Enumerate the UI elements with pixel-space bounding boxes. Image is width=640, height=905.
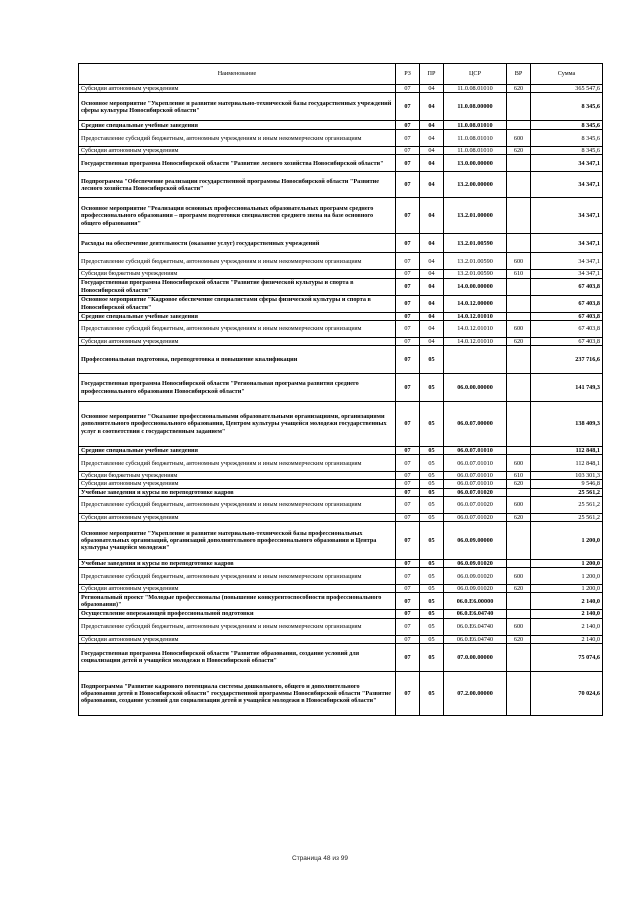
- table-row: [79, 337, 603, 345]
- table-row: [79, 496, 603, 513]
- table-row: [79, 593, 603, 610]
- cell-name: Учебные заведения и курсы по переподготовке кадров: [79, 488, 396, 496]
- cell-sum: 8 345,6: [531, 130, 603, 147]
- cell-name: Государственная программа Новосибирской области "Развитие образования, создание условий для социализации детей и учащейся молодежи в Новосибирской области": [79, 643, 396, 671]
- cell-name: Основное мероприятие "Кадровое обеспечение специалистами сферы физической культуры и спорта в Новосибирской области": [79, 295, 396, 312]
- cell-sum: 365 547,6: [531, 85, 603, 93]
- cell-name: Подпрограмма "Развитие кадрового потенциала системы дошкольного, общего и дополнительного образования детей в Новосибирской области" государственной программы Новосибирской области "Развитие образования, создание условий для социализации детей и учащейся молодежи в Новосибирской области": [79, 671, 396, 715]
- cell-rz: 07: [396, 234, 420, 253]
- cell-csr: 06.0.00.00000: [444, 374, 507, 402]
- cell-vr: [507, 172, 531, 198]
- table-header-row: [79, 64, 603, 85]
- cell-vr: 620: [507, 147, 531, 155]
- cell-vr: [507, 295, 531, 312]
- cell-csr: 06.0.07.01020: [444, 488, 507, 496]
- table-row: [79, 278, 603, 295]
- page-number: Страница 48 из 99: [292, 855, 348, 862]
- cell-vr: 620: [507, 85, 531, 93]
- cell-sum: 67 403,8: [531, 278, 603, 295]
- cell-vr: 610: [507, 270, 531, 278]
- cell-csr: 06.0.E6.04740: [444, 610, 507, 618]
- cell-sum: 112 848,1: [531, 455, 603, 472]
- cell-sum: 237 716,6: [531, 346, 603, 374]
- cell-rz: 07: [396, 198, 420, 234]
- table-row: [79, 130, 603, 147]
- cell-csr: 06.0.09.01020: [444, 568, 507, 585]
- cell-rz: 07: [396, 402, 420, 447]
- table-row: [79, 172, 603, 198]
- cell-rz: 07: [396, 455, 420, 472]
- cell-csr: 11.0.08.00000: [444, 93, 507, 121]
- cell-pr: 05: [420, 496, 444, 513]
- table-row: [79, 488, 603, 496]
- cell-vr: [507, 488, 531, 496]
- cell-pr: 04: [420, 85, 444, 93]
- table-row: [79, 402, 603, 447]
- cell-csr: 06.0.07.01010: [444, 472, 507, 480]
- cell-sum: 34 347,1: [531, 172, 603, 198]
- table-row: [79, 585, 603, 593]
- cell-sum: 1 200,0: [531, 522, 603, 560]
- cell-sum: 70 024,6: [531, 671, 603, 715]
- cell-pr: 05: [420, 374, 444, 402]
- cell-name: Субсидии автономным учреждениям: [79, 635, 396, 643]
- cell-rz: 07: [396, 337, 420, 345]
- cell-name: Государственная программа Новосибирской области "Региональная программа развития среднего профессионального образования Новосибирской области": [79, 374, 396, 402]
- cell-pr: 04: [420, 198, 444, 234]
- cell-rz: 07: [396, 447, 420, 455]
- cell-vr: 600: [507, 618, 531, 635]
- table-row: [79, 618, 603, 635]
- cell-sum: 9 546,8: [531, 480, 603, 488]
- cell-name: Профессиональная подготовка, переподготовка и повышение квалификации: [79, 346, 396, 374]
- cell-vr: [507, 312, 531, 320]
- column-header-rz: РЗ: [396, 64, 420, 85]
- cell-name: Субсидии автономным учреждениям: [79, 480, 396, 488]
- cell-csr: 11.0.08.01010: [444, 85, 507, 93]
- cell-pr: 05: [420, 560, 444, 568]
- cell-sum: 2 140,0: [531, 635, 603, 643]
- cell-sum: 25 561,2: [531, 513, 603, 521]
- cell-rz: 07: [396, 585, 420, 593]
- cell-name: Субсидии автономным учреждениям: [79, 513, 396, 521]
- cell-csr: 11.0.08.01010: [444, 121, 507, 130]
- cell-pr: 04: [420, 337, 444, 345]
- table-row: [79, 635, 603, 643]
- cell-sum: 67 403,8: [531, 337, 603, 345]
- cell-pr: 05: [420, 513, 444, 521]
- table-row: [79, 295, 603, 312]
- cell-pr: 04: [420, 172, 444, 198]
- cell-csr: 14.0.12.01010: [444, 312, 507, 320]
- cell-vr: 610: [507, 472, 531, 480]
- cell-name: Субсидии автономным учреждениям: [79, 585, 396, 593]
- cell-pr: 05: [420, 618, 444, 635]
- cell-csr: 07.2.00.00000: [444, 671, 507, 715]
- cell-sum: 8 345,6: [531, 93, 603, 121]
- cell-sum: 112 848,1: [531, 447, 603, 455]
- cell-pr: 04: [420, 312, 444, 320]
- cell-sum: 141 749,3: [531, 374, 603, 402]
- cell-pr: 05: [420, 488, 444, 496]
- cell-rz: 07: [396, 253, 420, 270]
- cell-vr: 620: [507, 337, 531, 345]
- cell-sum: 25 561,2: [531, 496, 603, 513]
- cell-sum: 2 140,0: [531, 593, 603, 610]
- cell-rz: 07: [396, 312, 420, 320]
- cell-rz: 07: [396, 568, 420, 585]
- cell-pr: 05: [420, 635, 444, 643]
- cell-name: Субсидии автономным учреждениям: [79, 147, 396, 155]
- cell-name: Учебные заведения и курсы по переподготовке кадров: [79, 560, 396, 568]
- cell-sum: 103 301,3: [531, 472, 603, 480]
- cell-sum: 34 347,1: [531, 253, 603, 270]
- table-row: [79, 121, 603, 130]
- column-header-sum: Сумма: [531, 64, 603, 85]
- cell-csr: 06.0.07.01020: [444, 496, 507, 513]
- cell-name: Осуществление опережающей профессиональной подготовки: [79, 610, 396, 618]
- table-row: [79, 568, 603, 585]
- table-row: [79, 320, 603, 337]
- cell-pr: 04: [420, 130, 444, 147]
- cell-rz: 07: [396, 278, 420, 295]
- cell-sum: 138 409,3: [531, 402, 603, 447]
- cell-pr: 04: [420, 234, 444, 253]
- cell-csr: 13.2.01.00590: [444, 270, 507, 278]
- cell-sum: 8 345,6: [531, 147, 603, 155]
- cell-sum: 34 347,1: [531, 155, 603, 172]
- cell-vr: [507, 610, 531, 618]
- cell-rz: 07: [396, 85, 420, 93]
- table-row: [79, 455, 603, 472]
- table-row: [79, 85, 603, 93]
- table-row: [79, 374, 603, 402]
- cell-vr: 600: [507, 320, 531, 337]
- cell-vr: [507, 155, 531, 172]
- cell-name: Основное мероприятие "Укрепление и развитие материально-технической базы профессиональных образовательных организаций, организаций дополнительного профессионального образования и Центра культуры учащейся молодежи": [79, 522, 396, 560]
- cell-csr: 14.0.12.01010: [444, 337, 507, 345]
- cell-name: Субсидии бюджетным учреждениям: [79, 472, 396, 480]
- cell-name: Субсидии автономным учреждениям: [79, 337, 396, 345]
- cell-rz: 07: [396, 593, 420, 610]
- cell-sum: 1 200,0: [531, 560, 603, 568]
- cell-pr: 05: [420, 568, 444, 585]
- table-row: [79, 610, 603, 618]
- cell-vr: [507, 560, 531, 568]
- cell-vr: [507, 643, 531, 671]
- table-row: [79, 198, 603, 234]
- cell-csr: 06.0.09.01020: [444, 585, 507, 593]
- table-row: [79, 155, 603, 172]
- cell-rz: 07: [396, 130, 420, 147]
- table-row: [79, 472, 603, 480]
- cell-sum: 2 140,0: [531, 610, 603, 618]
- cell-rz: 07: [396, 147, 420, 155]
- cell-name: Предоставление субсидий бюджетным, автономным учреждениям и иным некоммерческим организациям: [79, 253, 396, 270]
- cell-csr: 06.0.E6.04740: [444, 618, 507, 635]
- column-header-vr: ВР: [507, 64, 531, 85]
- cell-name: Расходы на обеспечение деятельности (оказание услуг) государственных учреждений: [79, 234, 396, 253]
- cell-csr: 14.0.00.00000: [444, 278, 507, 295]
- cell-vr: 600: [507, 253, 531, 270]
- cell-vr: [507, 593, 531, 610]
- cell-csr: 13.0.00.00000: [444, 155, 507, 172]
- cell-sum: 34 347,1: [531, 198, 603, 234]
- cell-name: Предоставление субсидий бюджетным, автономным учреждениям и иным некоммерческим организациям: [79, 568, 396, 585]
- cell-csr: 06.0.07.01020: [444, 513, 507, 521]
- cell-csr: 13.2.01.00000: [444, 198, 507, 234]
- cell-pr: 04: [420, 93, 444, 121]
- cell-name: Средние специальные учебные заведения: [79, 447, 396, 455]
- cell-vr: 600: [507, 568, 531, 585]
- cell-pr: 05: [420, 593, 444, 610]
- cell-vr: [507, 198, 531, 234]
- cell-sum: 2 140,0: [531, 618, 603, 635]
- cell-pr: 05: [420, 455, 444, 472]
- cell-vr: [507, 402, 531, 447]
- cell-vr: 620: [507, 480, 531, 488]
- cell-rz: 07: [396, 295, 420, 312]
- table-row: [79, 234, 603, 253]
- cell-vr: [507, 374, 531, 402]
- cell-vr: [507, 671, 531, 715]
- cell-pr: 05: [420, 643, 444, 671]
- cell-csr: 06.0.09.00000: [444, 522, 507, 560]
- cell-vr: 620: [507, 635, 531, 643]
- cell-vr: 600: [507, 496, 531, 513]
- cell-vr: [507, 93, 531, 121]
- cell-rz: 07: [396, 635, 420, 643]
- cell-vr: 620: [507, 513, 531, 521]
- table-body: [79, 85, 603, 716]
- table-row: [79, 513, 603, 521]
- cell-name: Предоставление субсидий бюджетным, автономным учреждениям и иным некоммерческим организациям: [79, 320, 396, 337]
- cell-rz: 07: [396, 121, 420, 130]
- cell-sum: 1 200,0: [531, 585, 603, 593]
- table-row: [79, 447, 603, 455]
- cell-name: Субсидии бюджетным учреждениям: [79, 270, 396, 278]
- cell-vr: [507, 234, 531, 253]
- cell-pr: 04: [420, 121, 444, 130]
- column-header-csr: ЦСР: [444, 64, 507, 85]
- cell-sum: 67 403,8: [531, 320, 603, 337]
- cell-vr: [507, 278, 531, 295]
- cell-rz: 07: [396, 480, 420, 488]
- cell-csr: 13.2.01.00590: [444, 253, 507, 270]
- cell-vr: 600: [507, 455, 531, 472]
- cell-csr: 13.2.00.00000: [444, 172, 507, 198]
- cell-rz: 07: [396, 522, 420, 560]
- table-row: [79, 147, 603, 155]
- cell-csr: 06.0.07.01010: [444, 455, 507, 472]
- cell-pr: 04: [420, 278, 444, 295]
- table-row: [79, 522, 603, 560]
- cell-rz: 07: [396, 560, 420, 568]
- cell-name: Средние специальные учебные заведения: [79, 121, 396, 130]
- cell-rz: 07: [396, 93, 420, 121]
- cell-name: Основное мероприятие "Укрепление и развитие материально-технической базы государственных учреждений сферы культуры Новосибирской области": [79, 93, 396, 121]
- cell-csr: 11.0.08.01010: [444, 130, 507, 147]
- cell-sum: 34 347,1: [531, 270, 603, 278]
- column-header-pr: ПР: [420, 64, 444, 85]
- cell-name: Государственная программа Новосибирской области "Развитие физической культуры и спорта в Новосибирской области": [79, 278, 396, 295]
- cell-sum: 25 561,2: [531, 488, 603, 496]
- cell-rz: 07: [396, 671, 420, 715]
- cell-csr: 06.0.07.00000: [444, 402, 507, 447]
- cell-vr: 600: [507, 130, 531, 147]
- cell-name: Предоставление субсидий бюджетным, автономным учреждениям и иным некоммерческим организациям: [79, 130, 396, 147]
- cell-rz: 07: [396, 374, 420, 402]
- cell-pr: 04: [420, 270, 444, 278]
- cell-pr: 05: [420, 346, 444, 374]
- cell-pr: 05: [420, 671, 444, 715]
- table-row: [79, 312, 603, 320]
- cell-csr: 14.0.12.00000: [444, 295, 507, 312]
- cell-sum: 75 074,6: [531, 643, 603, 671]
- cell-csr: 06.0.E6.04740: [444, 635, 507, 643]
- cell-csr: 06.0.09.01020: [444, 560, 507, 568]
- cell-csr: 06.0.07.01010: [444, 480, 507, 488]
- budget-table: [78, 63, 603, 716]
- cell-rz: 07: [396, 172, 420, 198]
- table-row: [79, 270, 603, 278]
- cell-rz: 07: [396, 346, 420, 374]
- cell-name: Подпрограмма "Обеспечение реализации государственной программы Новосибирской области "Развитие лесного хозяйства Новосибирской области": [79, 172, 396, 198]
- cell-rz: 07: [396, 513, 420, 521]
- cell-pr: 05: [420, 402, 444, 447]
- cell-pr: 04: [420, 155, 444, 172]
- cell-sum: 8 345,6: [531, 121, 603, 130]
- table-row: [79, 346, 603, 374]
- cell-vr: 620: [507, 585, 531, 593]
- cell-vr: [507, 447, 531, 455]
- cell-pr: 05: [420, 480, 444, 488]
- cell-pr: 04: [420, 253, 444, 270]
- cell-pr: 04: [420, 147, 444, 155]
- cell-vr: [507, 522, 531, 560]
- cell-pr: 04: [420, 320, 444, 337]
- cell-csr: 07.0.00.00000: [444, 643, 507, 671]
- column-header-name: Наименование: [79, 64, 396, 85]
- cell-csr: 13.2.01.00590: [444, 234, 507, 253]
- cell-name: Предоставление субсидий бюджетным, автономным учреждениям и иным некоммерческим организациям: [79, 496, 396, 513]
- cell-rz: 07: [396, 472, 420, 480]
- cell-name: Предоставление субсидий бюджетным, автономным учреждениям и иным некоммерческим организациям: [79, 455, 396, 472]
- cell-pr: 05: [420, 447, 444, 455]
- cell-name: Субсидии автономным учреждениям: [79, 85, 396, 93]
- budget-document: [78, 63, 602, 716]
- cell-rz: 07: [396, 155, 420, 172]
- cell-pr: 04: [420, 295, 444, 312]
- table-row: [79, 93, 603, 121]
- cell-rz: 07: [396, 643, 420, 671]
- cell-rz: 07: [396, 496, 420, 513]
- cell-csr: 14.0.12.01010: [444, 320, 507, 337]
- cell-csr: 06.0.E6.00000: [444, 593, 507, 610]
- cell-name: Основное мероприятие "Оказание профессиональными образовательными организациями, организациями дополнительного профессионального образования, Центром культуры учащейся молодежи государственных услуг в соответствии с государственным заданием": [79, 402, 396, 447]
- cell-csr: 06.0.07.01010: [444, 447, 507, 455]
- cell-sum: 1 200,0: [531, 568, 603, 585]
- cell-rz: 07: [396, 320, 420, 337]
- table-row: [79, 253, 603, 270]
- cell-name: Основное мероприятие "Реализация основных профессиональных образовательных программ среднего профессионального образования – программ подготовки специалистов среднего звена на базе основного общего образования": [79, 198, 396, 234]
- cell-name: Государственная программа Новосибирской области "Развитие лесного хозяйства Новосибирской области": [79, 155, 396, 172]
- table-row: [79, 560, 603, 568]
- table-row: [79, 480, 603, 488]
- cell-pr: 05: [420, 522, 444, 560]
- cell-rz: 07: [396, 488, 420, 496]
- cell-rz: 07: [396, 270, 420, 278]
- cell-csr: 11.0.08.01010: [444, 147, 507, 155]
- cell-rz: 07: [396, 610, 420, 618]
- cell-vr: [507, 346, 531, 374]
- cell-name: Средние специальные учебные заведения: [79, 312, 396, 320]
- cell-sum: 67 403,8: [531, 312, 603, 320]
- table-row: [79, 671, 603, 715]
- cell-sum: 34 347,1: [531, 234, 603, 253]
- cell-csr: [444, 346, 507, 374]
- cell-sum: 67 403,8: [531, 295, 603, 312]
- cell-pr: 05: [420, 585, 444, 593]
- cell-rz: 07: [396, 618, 420, 635]
- cell-pr: 05: [420, 472, 444, 480]
- table-row: [79, 643, 603, 671]
- cell-pr: 05: [420, 610, 444, 618]
- cell-name: Предоставление субсидий бюджетным, автономным учреждениям и иным некоммерческим организациям: [79, 618, 396, 635]
- cell-vr: [507, 121, 531, 130]
- cell-name: Региональный проект "Молодые профессионалы (повышение конкурентоспособности профессионального образования)": [79, 593, 396, 610]
